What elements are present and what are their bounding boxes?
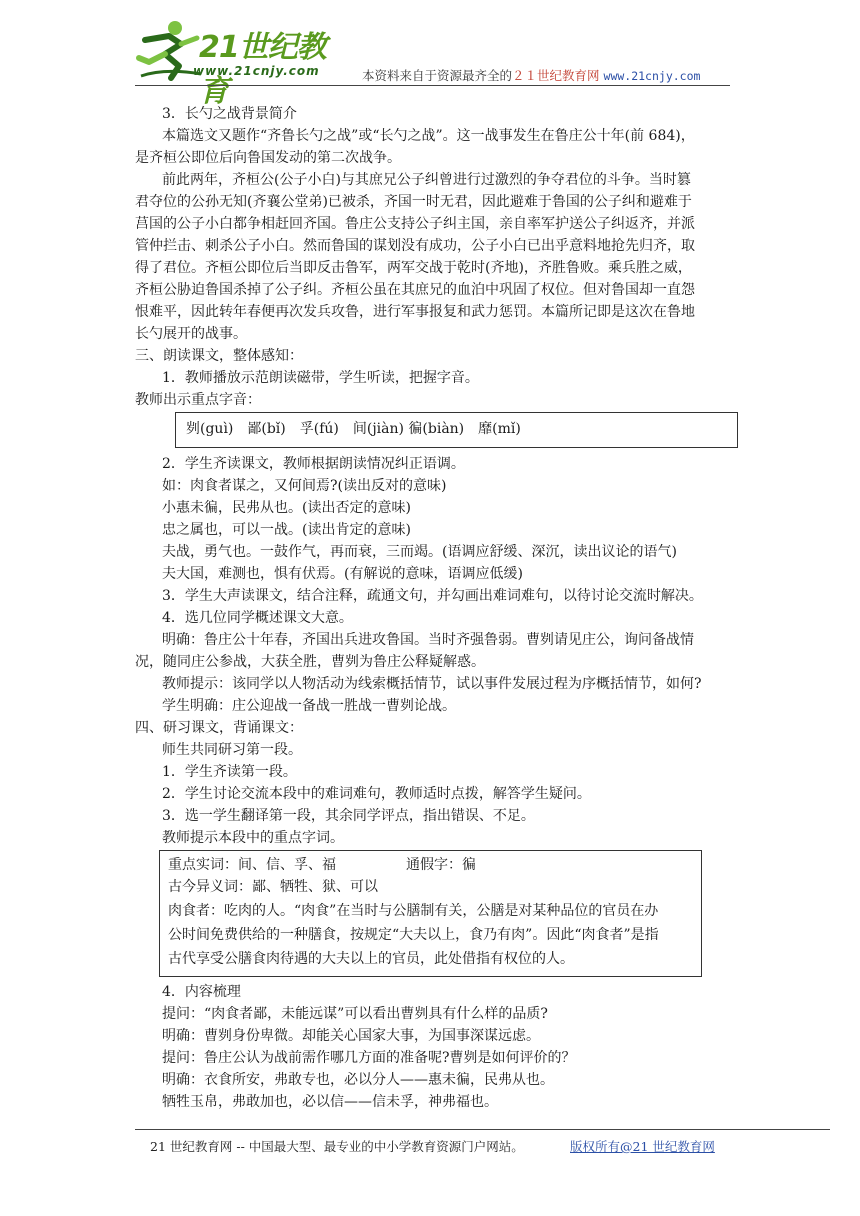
header-tagline (362, 66, 700, 84)
paragraph-line: 莒国的公子小白都争相赶回齐国。鲁庄公支持公子纠主国，亲自率军护送公子纠返齐，并派 (135, 216, 695, 232)
copyright-link[interactable]: 版权所有@21 世纪教育网 (570, 1139, 715, 1154)
paragraph-line: 3．学生大声读课文，结合注释，疏通文句，并勾画出难词难句，以待讨论交流时解决。 (162, 588, 703, 604)
key-words-line: 古今异义词：鄙、牺牲、狱、可以 (168, 879, 378, 895)
page-header (0, 0, 860, 109)
key-words-line: 公时间免费供给的一种膳食，按规定“大夫以上，食乃有肉”。因此“肉食者”是指 (168, 927, 659, 943)
paragraph-line: 明确：衣食所安，弗敢专也，必以分人——惠未徧，民弗从也。 (162, 1072, 554, 1088)
paragraph-line: 师生共同研习第一段。 (162, 742, 302, 758)
section-heading: 四、研习课文，背诵课文： (135, 720, 303, 736)
paragraph-line: 学生明确：庄公迎战一备战一胜战一曹刿论战。 (162, 698, 456, 714)
paragraph-line: 是齐桓公即位后向鲁国发动的第二次战争。 (135, 150, 401, 166)
footer-text: 21 世纪教育网 -- 中国最大型、最专业的中小学教育资源门户网站。 (150, 1139, 524, 1154)
pronunciation-list: 刿(guì) 鄙(bǐ) 孚(fú) 间(jiàn) 徧(biàn) 靡(mǐ) (186, 421, 521, 437)
paragraph-line: 况，随同庄公参战，大获全胜，曹刿为鲁庄公释疑解惑。 (135, 654, 485, 670)
paragraph-line: 2．学生讨论交流本段中的难词难句，教师适时点拨，解答学生疑问。 (162, 786, 591, 802)
paragraph-line: 教师提示：该同学以人物活动为线索概括情节，试以事件发展过程为序概括情节，如何? (162, 676, 702, 692)
tagline-brand: ２１世纪教育网 (512, 68, 600, 83)
paragraph-line: 如：肉食者谋之，又何间焉?(读出反对的意味) (162, 478, 447, 494)
logo-url: www.21cnjy.com (193, 64, 320, 78)
paragraph-line: 齐桓公胁迫鲁国杀掉了公子纠。齐桓公虽在其庶兄的血泊中巩固了权位。但对鲁国却一直怨 (135, 282, 695, 298)
tagline-prefix: 本资料来自于资源最齐全的 (362, 68, 513, 83)
paragraph-line: 明确：曹刿身份卑微。却能关心国家大事，为国事深谋远虑。 (162, 1028, 540, 1044)
paragraph-line: 1．教师播放示范朗读磁带，学生听读，把握字音。 (162, 370, 479, 386)
paragraph-line: 夫大国，难测也，惧有伏焉。(有解说的意味，语调应低缓) (162, 566, 523, 582)
section-heading: 3．长勺之战背景简介 (162, 106, 297, 122)
section-heading: 三、朗读课文，整体感知： (135, 348, 303, 364)
paragraph-line: 恨难平，因此转年春便再次发兵攻鲁，进行军事报复和武力惩罚。本篇所记即是这次在鲁地 (135, 304, 695, 320)
paragraph-line: 长勺展开的战事。 (135, 326, 247, 342)
header-divider (135, 85, 730, 86)
paragraph-line: 管仲拦击、刺杀公子小白。然而鲁国的谋划没有成功，公子小白已出乎意料地抢先归齐，取 (135, 238, 695, 254)
paragraph-line: 本篇选文又题作“齐鲁长勺之战”或“长勺之战”。这一战事发生在鲁庄公十年(前 684)， (162, 128, 695, 144)
tagline-url[interactable]: www.21cnjy.com (603, 69, 701, 83)
paragraph-line: 牺牲玉帛，弗敢加也，必以信——信未孚，神弗福也。 (162, 1094, 498, 1110)
key-words-box (159, 850, 702, 977)
paragraph-line: 君夺位的公孙无知(齐襄公堂弟)已被杀，齐国一时无君，因此避难于鲁国的公子纠和避难于 (135, 194, 692, 210)
paragraph-line: 1．学生齐读第一段。 (162, 764, 297, 780)
paragraph-line: 得了君位。齐桓公即位后当即反击鲁军，两军交战于乾时(齐地)，齐胜鲁败。乘兵胜之威， (135, 260, 692, 276)
key-words-line: 重点实词：间、信、孚、福 通假字：徧 (168, 857, 476, 873)
paragraph-line: 2．学生齐读课文，教师根据朗读情况纠正语调。 (162, 456, 465, 472)
key-words-line: 肉食者：吃肉的人。“肉食”在当时与公膳制有关，公膳是对某种品位的官员在办 (168, 903, 659, 919)
footer-divider (135, 1129, 830, 1130)
key-words-line: 古代享受公膳食肉待遇的大夫以上的官员，此处借指有权位的人。 (168, 951, 574, 967)
site-logo (135, 18, 335, 109)
paragraph-line: 忠之属也，可以一战。(读出肯定的意味) (162, 522, 411, 538)
logo-title: 21世纪教育 (199, 30, 326, 109)
paragraph-line: 提问：鲁庄公认为战前需作哪几方面的准备呢?曹刿是如何评价的？ (162, 1050, 576, 1066)
paragraph-line: 明确：鲁庄公十年春，齐国出兵进攻鲁国。当时齐强鲁弱。曹刿请见庄公，询问备战情 (162, 632, 694, 648)
pronunciation-box (175, 412, 738, 448)
paragraph-line: 教师出示重点字音： (135, 392, 261, 408)
paragraph-line: 4．选几位同学概述课文大意。 (162, 610, 353, 626)
paragraph-line: 小惠未徧，民弗从也。(读出否定的意味) (162, 500, 411, 516)
paragraph-line: 提问：“肉食者鄙，未能远谋”可以看出曹刿具有什么样的品质? (162, 1006, 548, 1022)
paragraph-line: 教师提示本段中的重点字词。 (162, 830, 344, 846)
paragraph-line: 夫战，勇气也。一鼓作气，再而衰，三而竭。(语调应舒缓、深沉，读出议论的语气) (162, 544, 677, 560)
paragraph-line: 3．选一学生翻译第一段，其余同学评点，指出错误、不足。 (162, 808, 535, 824)
paragraph-line: 4．内容梳理 (162, 984, 241, 1000)
paragraph-line: 前此两年，齐桓公(公子小白)与其庶兄公子纠曾进行过激烈的争夺君位的斗争。当时篡 (162, 172, 691, 188)
